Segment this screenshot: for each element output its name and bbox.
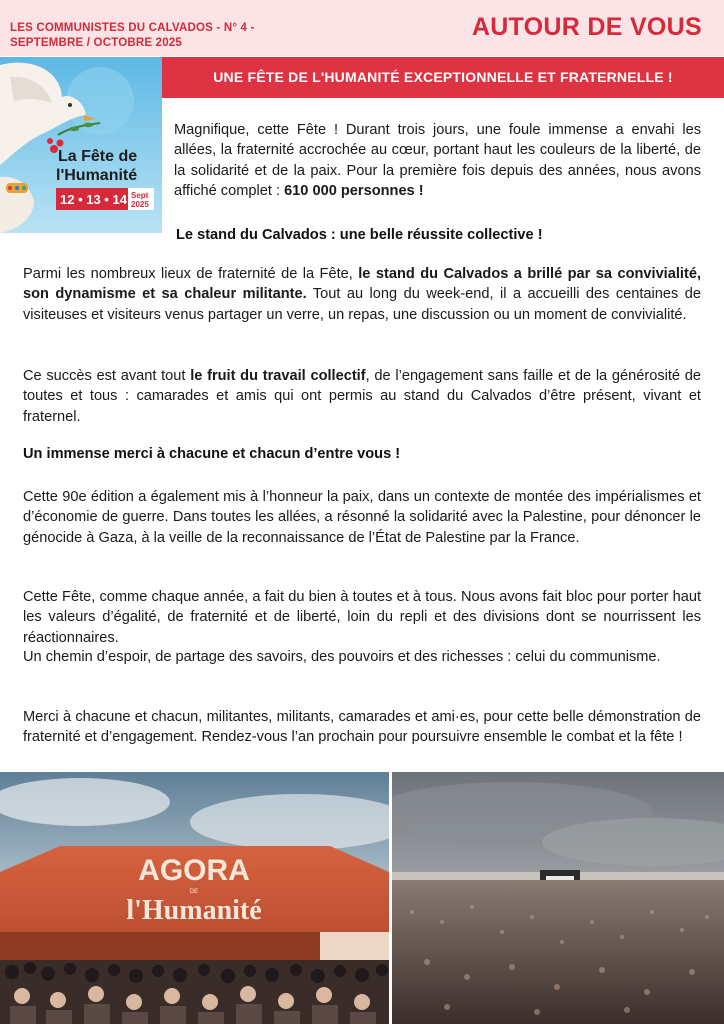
dove-poster-illustration (0, 57, 162, 233)
paragraph-collective (23, 366, 701, 427)
logo-line1: La Fête de (58, 148, 138, 165)
publication-line: LES COMMUNISTES DU CALVADOS - N° 4 - (10, 22, 255, 34)
paragraph-emphasis: le fruit du travail collectif (190, 368, 366, 384)
section-title: AUTOUR DE VOUS (471, 13, 702, 41)
intro-text: Magnifique, cette Fête ! Durant trois jours, une foule immense a envahi les allées, la fraternité accrochée au cœur, portant haut les couleurs de la liberté, de la solidarité et de la paix. Pour la première fois depuis des années, nous avons affiché complet : (174, 122, 701, 199)
subheading-thanks: Un immense merci à chacune et chacun d’entre vous ! (23, 446, 401, 462)
paragraph-values: Cette Fête, comme chaque année, a fait du bien à toutes et à tous. Nous avons fait bloc pour porter haut les valeurs d’égalité, de fraternité et de liberté, loin du repli et des divisions dont se nourrissent les réactionnaires. (23, 589, 701, 646)
agora-sign-small: DE (189, 889, 199, 895)
publication-date: SEPTEMBRE / OCTOBRE 2025 (10, 37, 183, 49)
paragraph-text: Tout au long du week-end, il a accueilli des centaines de visiteuses et visiteurs venus partager un verre, un repas, une discussion ou un moment de convivialité. (23, 286, 701, 323)
article-banner-title: UNE FÊTE DE L'HUMANITÉ EXCEPTIONNELLE ET FRATERNELLE ! (162, 57, 724, 98)
logo-year: 2025 (131, 200, 149, 209)
agora-tent-photo (0, 772, 389, 1024)
paragraph-closing: Merci à chacune et chacun, militantes, militants, camarades et ami·es, pour cette belle démonstration de fraternité et d’engagement. Rendez-vous l’an prochain pour poursuivre ensemble le combat et la fête ! (23, 709, 701, 746)
crowd-photo (392, 772, 724, 1024)
paragraph-text: Parmi les nombreux lieux de fraternité de la Fête, (23, 266, 359, 282)
logo-month: Sept (131, 191, 149, 200)
paragraph-stand (23, 264, 701, 325)
logo-line2: l'Humanité (56, 167, 138, 184)
agora-sign-line2: l'Humanité (126, 895, 262, 926)
agora-sign-line1: AGORA (138, 854, 250, 887)
paragraph-text: , de l’engagement sans faille et de la générosité de toutes et tous : camarades et amis qui ont permis au stand du Calvados d’être présent, vivant et fraternel. (23, 368, 702, 425)
paragraph-communism: Un chemin d’espoir, de partage des savoirs, des pouvoirs et des richesses : celui du communisme. (23, 649, 661, 665)
attendance-figure: 610 000 personnes ! (284, 182, 424, 199)
fete-poster-image (0, 57, 162, 233)
paragraph-text: Ce succès est avant tout (23, 368, 191, 384)
intro-paragraph (174, 120, 701, 201)
subheading-stand: Le stand du Calvados : une belle réussite collective ! (176, 227, 543, 243)
paragraph-peace: Cette 90e édition a également mis à l’honneur la paix, dans un contexte de montée des impérialismes et d’économie de guerre. Dans toutes les allées, a résonné la solidarité avec la Palestine, pour dénoncer le génocide à Gaza, à la veille de la reconnaissance de l’État de Palestine par la France. (23, 489, 701, 546)
paragraph-emphasis: le stand du Calvados a brillé par sa convivialité, son dynamisme et sa chaleur militante. (23, 266, 701, 303)
logo-dates: 12 • 13 • 14 (60, 192, 127, 207)
